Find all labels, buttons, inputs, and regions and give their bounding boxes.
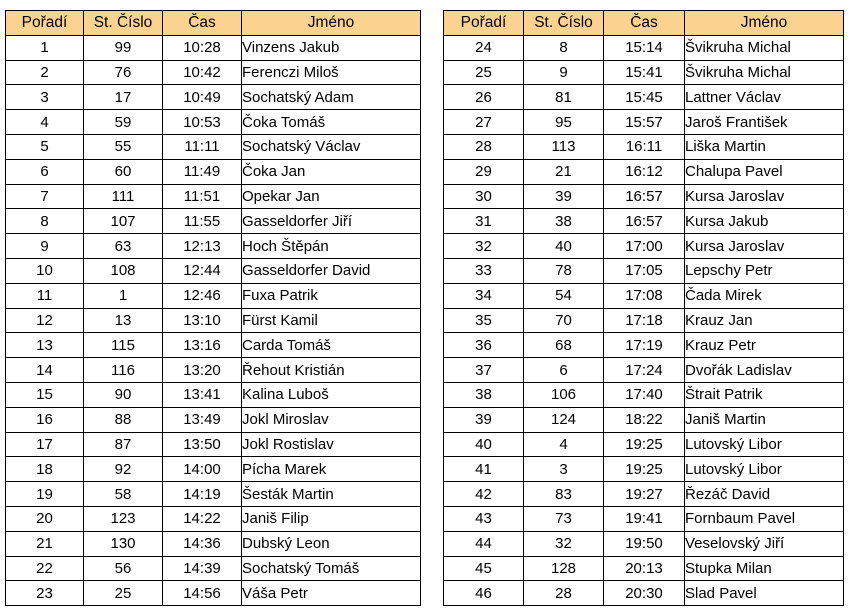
cell-time: 12:44 [163, 258, 242, 283]
cell-rank: 37 [444, 358, 524, 383]
cell-rank: 21 [6, 531, 84, 556]
cell-rank: 8 [6, 209, 84, 234]
cell-name: Fuxa Patrik [242, 283, 421, 308]
table-row [444, 531, 844, 556]
cell-start-number: 70 [524, 308, 604, 333]
cell-time: 13:49 [163, 407, 242, 432]
cell-start-number: 124 [524, 407, 604, 432]
cell-time: 17:05 [604, 258, 685, 283]
cell-name: Štrait Patrik [685, 382, 844, 407]
cell-start-number: 3 [524, 457, 604, 482]
cell-start-number: 17 [84, 85, 163, 110]
table-row [6, 506, 421, 531]
cell-rank: 24 [444, 35, 524, 60]
cell-rank: 3 [6, 85, 84, 110]
cell-rank: 31 [444, 209, 524, 234]
cell-time: 17:24 [604, 358, 685, 383]
table-row [6, 556, 421, 581]
cell-time: 14:56 [163, 581, 242, 606]
cell-name: Kursa Jaroslav [685, 184, 844, 209]
cell-time: 19:25 [604, 457, 685, 482]
cell-start-number: 9 [524, 60, 604, 85]
cell-start-number: 107 [84, 209, 163, 234]
cell-name: Krauz Jan [685, 308, 844, 333]
cell-name: Dubský Leon [242, 531, 421, 556]
cell-time: 13:50 [163, 432, 242, 457]
cell-name: Dvořák Ladislav [685, 358, 844, 383]
cell-rank: 34 [444, 283, 524, 308]
cell-start-number: 25 [84, 581, 163, 606]
cell-time: 10:42 [163, 60, 242, 85]
cell-name: Váša Petr [242, 581, 421, 606]
cell-name: Lattner Václav [685, 85, 844, 110]
cell-name: Veselovský Jiří [685, 531, 844, 556]
table-body-right [444, 35, 844, 605]
table-row [444, 333, 844, 358]
cell-rank: 29 [444, 159, 524, 184]
cell-start-number: 55 [84, 134, 163, 159]
cell-rank: 38 [444, 382, 524, 407]
cell-time: 15:41 [604, 60, 685, 85]
table-row [444, 457, 844, 482]
cell-rank: 32 [444, 234, 524, 259]
cell-start-number: 40 [524, 234, 604, 259]
cell-rank: 41 [444, 457, 524, 482]
table-row [444, 556, 844, 581]
cell-time: 10:28 [163, 35, 242, 60]
table-row [444, 283, 844, 308]
cell-name: Gasseldorfer David [242, 258, 421, 283]
cell-time: 15:14 [604, 35, 685, 60]
cell-start-number: 99 [84, 35, 163, 60]
cell-time: 16:12 [604, 159, 685, 184]
cell-rank: 33 [444, 258, 524, 283]
cell-name: Řehout Kristián [242, 358, 421, 383]
cell-name: Jaroš František [685, 110, 844, 135]
cell-rank: 17 [6, 432, 84, 457]
cell-start-number: 90 [84, 382, 163, 407]
cell-start-number: 81 [524, 85, 604, 110]
cell-rank: 15 [6, 382, 84, 407]
cell-name: Jokl Miroslav [242, 407, 421, 432]
table-row [6, 457, 421, 482]
table-row [6, 407, 421, 432]
cell-time: 11:49 [163, 159, 242, 184]
table-row [6, 531, 421, 556]
cell-start-number: 38 [524, 209, 604, 234]
cell-time: 20:13 [604, 556, 685, 581]
table-row [6, 110, 421, 135]
cell-rank: 2 [6, 60, 84, 85]
cell-name: Čada Mirek [685, 283, 844, 308]
cell-start-number: 73 [524, 506, 604, 531]
cell-start-number: 56 [84, 556, 163, 581]
cell-name: Krauz Petr [685, 333, 844, 358]
cell-time: 19:27 [604, 482, 685, 507]
header-time: Čas [163, 11, 242, 36]
cell-start-number: 76 [84, 60, 163, 85]
cell-name: Čoka Tomáš [242, 110, 421, 135]
cell-start-number: 54 [524, 283, 604, 308]
cell-name: Lutovský Libor [685, 432, 844, 457]
cell-time: 14:36 [163, 531, 242, 556]
cell-time: 14:00 [163, 457, 242, 482]
cell-time: 11:51 [163, 184, 242, 209]
cell-time: 13:41 [163, 382, 242, 407]
cell-name: Pícha Marek [242, 457, 421, 482]
cell-rank: 16 [6, 407, 84, 432]
cell-start-number: 95 [524, 110, 604, 135]
cell-rank: 9 [6, 234, 84, 259]
cell-time: 12:13 [163, 234, 242, 259]
cell-start-number: 111 [84, 184, 163, 209]
cell-name: Chalupa Pavel [685, 159, 844, 184]
table-row [6, 234, 421, 259]
cell-time: 17:18 [604, 308, 685, 333]
cell-start-number: 123 [84, 506, 163, 531]
cell-time: 17:00 [604, 234, 685, 259]
cell-start-number: 78 [524, 258, 604, 283]
cell-rank: 6 [6, 159, 84, 184]
table-row [444, 60, 844, 85]
table-row [6, 358, 421, 383]
cell-rank: 36 [444, 333, 524, 358]
cell-time: 16:57 [604, 184, 685, 209]
cell-start-number: 63 [84, 234, 163, 259]
cell-time: 18:22 [604, 407, 685, 432]
cell-time: 13:16 [163, 333, 242, 358]
table-row [6, 308, 421, 333]
table-row [444, 110, 844, 135]
table-row [6, 184, 421, 209]
table-row [6, 258, 421, 283]
table-row [444, 581, 844, 606]
cell-rank: 13 [6, 333, 84, 358]
cell-name: Janiš Martin [685, 407, 844, 432]
cell-rank: 22 [6, 556, 84, 581]
cell-time: 13:20 [163, 358, 242, 383]
cell-start-number: 128 [524, 556, 604, 581]
table-row [6, 209, 421, 234]
cell-start-number: 83 [524, 482, 604, 507]
table-row [6, 482, 421, 507]
cell-time: 16:11 [604, 134, 685, 159]
table-row [444, 506, 844, 531]
cell-start-number: 21 [524, 159, 604, 184]
table-row [6, 85, 421, 110]
cell-time: 14:22 [163, 506, 242, 531]
table-row [6, 60, 421, 85]
cell-start-number: 87 [84, 432, 163, 457]
cell-rank: 5 [6, 134, 84, 159]
table-row [6, 581, 421, 606]
cell-rank: 20 [6, 506, 84, 531]
header-rank: Pořadí [444, 11, 524, 36]
cell-rank: 46 [444, 581, 524, 606]
cell-start-number: 1 [84, 283, 163, 308]
cell-time: 19:41 [604, 506, 685, 531]
cell-name: Šesták Martin [242, 482, 421, 507]
table-row [444, 407, 844, 432]
header-name: Jméno [242, 11, 421, 36]
cell-time: 17:19 [604, 333, 685, 358]
header-time: Čas [604, 11, 685, 36]
cell-rank: 10 [6, 258, 84, 283]
cell-name: Lutovský Libor [685, 457, 844, 482]
table-row [6, 159, 421, 184]
cell-time: 10:49 [163, 85, 242, 110]
results-table-right [443, 10, 844, 606]
cell-rank: 42 [444, 482, 524, 507]
cell-name: Sochatský Adam [242, 85, 421, 110]
cell-time: 13:10 [163, 308, 242, 333]
table-row [444, 35, 844, 60]
cell-rank: 4 [6, 110, 84, 135]
cell-name: Hoch Štěpán [242, 234, 421, 259]
cell-name: Vinzens Jakub [242, 35, 421, 60]
header-rank: Pořadí [6, 11, 84, 36]
cell-start-number: 39 [524, 184, 604, 209]
cell-time: 11:55 [163, 209, 242, 234]
cell-name: Liška Martin [685, 134, 844, 159]
cell-start-number: 113 [524, 134, 604, 159]
cell-start-number: 115 [84, 333, 163, 358]
cell-name: Lepschy Petr [685, 258, 844, 283]
cell-rank: 28 [444, 134, 524, 159]
table-row [444, 234, 844, 259]
table-row [444, 209, 844, 234]
header-start-number: St. Číslo [524, 11, 604, 36]
cell-time: 19:50 [604, 531, 685, 556]
table-row [444, 482, 844, 507]
cell-start-number: 130 [84, 531, 163, 556]
cell-start-number: 108 [84, 258, 163, 283]
table-row [444, 432, 844, 457]
cell-time: 14:39 [163, 556, 242, 581]
cell-time: 12:46 [163, 283, 242, 308]
cell-start-number: 28 [524, 581, 604, 606]
cell-rank: 43 [444, 506, 524, 531]
cell-time: 15:45 [604, 85, 685, 110]
cell-time: 19:25 [604, 432, 685, 457]
cell-name: Kursa Jaroslav [685, 234, 844, 259]
cell-name: Carda Tomáš [242, 333, 421, 358]
cell-start-number: 6 [524, 358, 604, 383]
cell-name: Jokl Rostislav [242, 432, 421, 457]
cell-start-number: 116 [84, 358, 163, 383]
cell-rank: 30 [444, 184, 524, 209]
cell-name: Řezáč David [685, 482, 844, 507]
table-row [444, 358, 844, 383]
cell-rank: 1 [6, 35, 84, 60]
cell-rank: 40 [444, 432, 524, 457]
cell-rank: 39 [444, 407, 524, 432]
cell-rank: 35 [444, 308, 524, 333]
table-row [6, 382, 421, 407]
table-row [444, 382, 844, 407]
cell-rank: 14 [6, 358, 84, 383]
cell-rank: 19 [6, 482, 84, 507]
cell-name: Kalina Luboš [242, 382, 421, 407]
cell-time: 11:11 [163, 134, 242, 159]
cell-rank: 45 [444, 556, 524, 581]
cell-rank: 27 [444, 110, 524, 135]
cell-name: Stupka Milan [685, 556, 844, 581]
cell-rank: 25 [444, 60, 524, 85]
cell-name: Sochatský Václav [242, 134, 421, 159]
cell-rank: 23 [6, 581, 84, 606]
table-row [444, 308, 844, 333]
cell-rank: 7 [6, 184, 84, 209]
header-row [6, 11, 421, 36]
cell-start-number: 32 [524, 531, 604, 556]
cell-start-number: 13 [84, 308, 163, 333]
cell-start-number: 8 [524, 35, 604, 60]
cell-rank: 26 [444, 85, 524, 110]
cell-rank: 44 [444, 531, 524, 556]
cell-start-number: 60 [84, 159, 163, 184]
table-row [6, 134, 421, 159]
cell-time: 16:57 [604, 209, 685, 234]
cell-name: Ferenczi Miloš [242, 60, 421, 85]
cell-name: Opekar Jan [242, 184, 421, 209]
table-body-left [6, 35, 421, 605]
cell-name: Švikruha Michal [685, 60, 844, 85]
cell-start-number: 59 [84, 110, 163, 135]
cell-rank: 12 [6, 308, 84, 333]
header-start-number: St. Číslo [84, 11, 163, 36]
cell-time: 17:08 [604, 283, 685, 308]
cell-start-number: 106 [524, 382, 604, 407]
table-row [6, 432, 421, 457]
cell-start-number: 4 [524, 432, 604, 457]
cell-rank: 18 [6, 457, 84, 482]
cell-start-number: 88 [84, 407, 163, 432]
cell-name: Gasseldorfer Jiří [242, 209, 421, 234]
cell-rank: 11 [6, 283, 84, 308]
cell-name: Fornbaum Pavel [685, 506, 844, 531]
table-row [444, 85, 844, 110]
table-row [444, 258, 844, 283]
results-table-left [5, 10, 421, 606]
cell-time: 20:30 [604, 581, 685, 606]
cell-name: Sochatský Tomáš [242, 556, 421, 581]
cell-time: 14:19 [163, 482, 242, 507]
cell-name: Slad Pavel [685, 581, 844, 606]
table-row [6, 35, 421, 60]
header-row [444, 11, 844, 36]
cell-time: 17:40 [604, 382, 685, 407]
cell-name: Čoka Jan [242, 159, 421, 184]
table-row [6, 283, 421, 308]
cell-start-number: 68 [524, 333, 604, 358]
cell-name: Janiš Filip [242, 506, 421, 531]
table-row [444, 159, 844, 184]
cell-name: Fürst Kamil [242, 308, 421, 333]
header-name: Jméno [685, 11, 844, 36]
cell-time: 15:57 [604, 110, 685, 135]
cell-time: 10:53 [163, 110, 242, 135]
cell-name: Kursa Jakub [685, 209, 844, 234]
cell-name: Švikruha Michal [685, 35, 844, 60]
table-row [6, 333, 421, 358]
cell-start-number: 92 [84, 457, 163, 482]
cell-start-number: 58 [84, 482, 163, 507]
table-row [444, 134, 844, 159]
table-row [444, 184, 844, 209]
